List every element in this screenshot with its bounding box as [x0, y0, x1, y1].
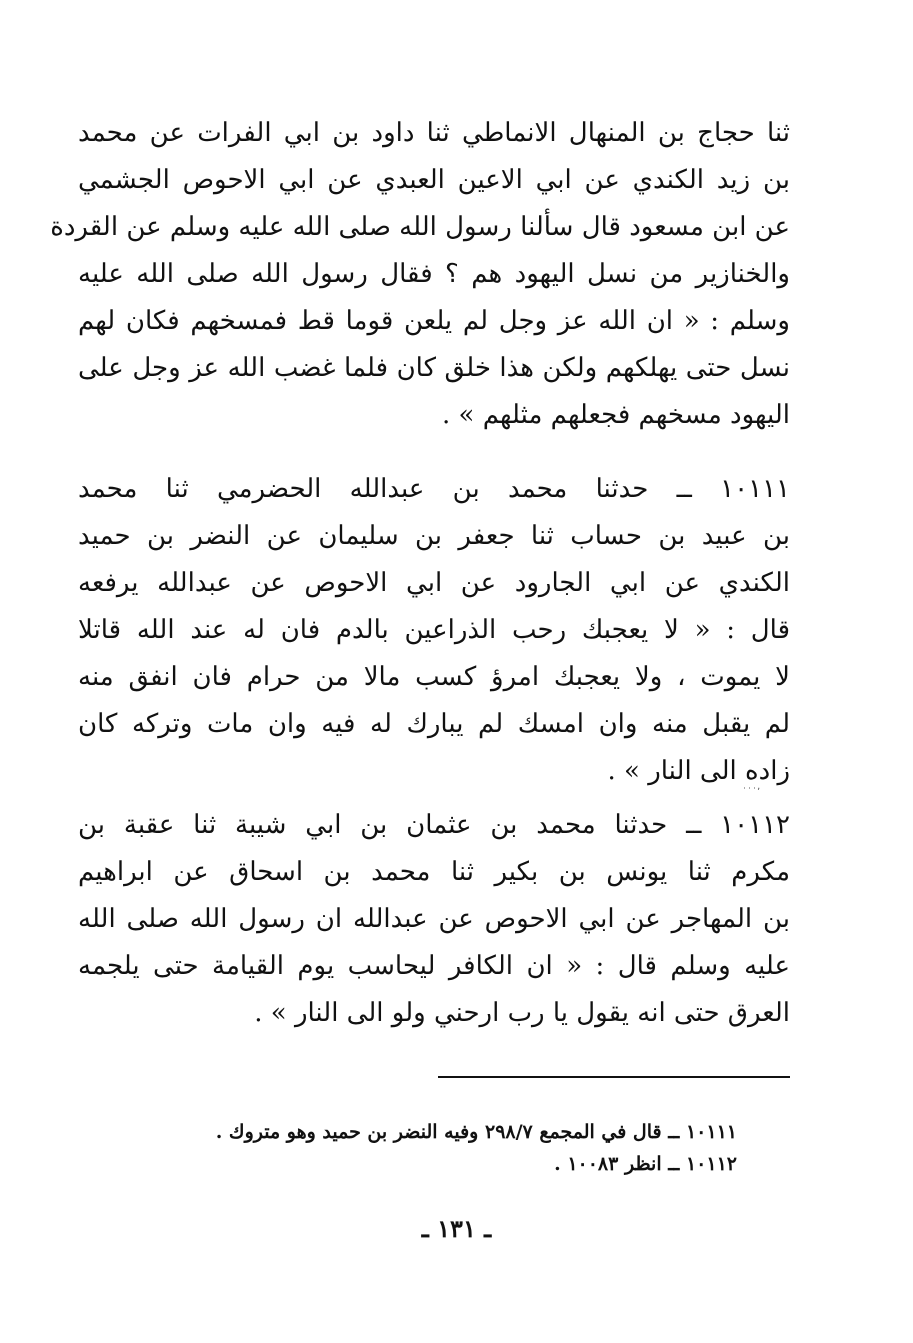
text-line: الكندي عن ابي الجارود عن ابي الاحوص عن عبدالله يرفعه — [78, 568, 790, 598]
text-line: بن عبيد بن حساب ثنا جعفر بن سليمان عن النضر بن حميد — [78, 521, 790, 551]
text-line: ١٠١١٢ ــ حدثنا محمد بن عثمان بن ابي شيبة ثنا عقبة بن — [78, 810, 790, 840]
footnote-divider — [438, 1076, 790, 1078]
text-line: بن المهاجر عن ابي الاحوص عن عبدالله ان رسول الله صلى الله — [78, 904, 790, 934]
text-line: العرق حتى انه يقول يا رب ارحني ولو الى النار » . — [254, 998, 790, 1028]
text-line: نسل حتى يهلكهم ولكن هذا خلق كان فلما غضب الله عز وجل على — [78, 353, 790, 383]
footnote-10112: ١٠١١٢ ــ انظر ١٠٠٨٣ . — [554, 1153, 737, 1175]
footnote-10111: ١٠١١١ ــ قال في المجمع ٢٩٨/٧ وفيه النضر بن حميد وهو متروك . — [215, 1121, 737, 1143]
text-line: مكرم ثنا يونس بن بكير ثنا محمد بن اسحاق عن ابراهيم — [78, 857, 790, 887]
text-line: والخنازير من نسل اليهود هم ؟ فقال رسول الله صلى الله عليه — [78, 259, 790, 289]
text-line: بن زيد الكندي عن ابي الاعين العبدي عن ابي الاحوص الجشمي — [78, 165, 790, 195]
print-speck: ˙˙˙ʼ — [742, 787, 761, 798]
text-line: لا يموت ، ولا يعجبك امرؤ كسب مالا من حرام فان انفق منه — [78, 662, 790, 692]
text-line: زاده الى النار » . — [607, 756, 790, 786]
text-line: ثنا حجاج بن المنهال الانماطي ثنا داود بن ابي الفرات عن محمد — [78, 118, 790, 148]
text-line: قال : « لا يعجبك رحب الذراعين بالدم فان له عند الله قاتلا — [78, 615, 790, 645]
text-line: اليهود مسخهم فجعلهم مثلهم » . — [442, 400, 790, 430]
text-line: ١٠١١١ ــ حدثنا محمد بن عبدالله الحضرمي ثنا محمد — [78, 474, 790, 504]
text-line: وسلم : « ان الله عز وجل لم يلعن قوما قط فمسخهم فكان لهم — [78, 306, 790, 336]
page-number: ـ ١٣١ ـ — [421, 1214, 492, 1243]
text-line: لم يقبل منه وان امسك لم يبارك له فيه وان مات وتركه كان — [78, 709, 790, 739]
text-line: عليه وسلم قال : « ان الكافر ليحاسب يوم القيامة حتى يلجمه — [78, 951, 790, 981]
text-line: عن ابن مسعود قال سألنا رسول الله صلى الله عليه وسلم عن القردة — [50, 212, 790, 242]
